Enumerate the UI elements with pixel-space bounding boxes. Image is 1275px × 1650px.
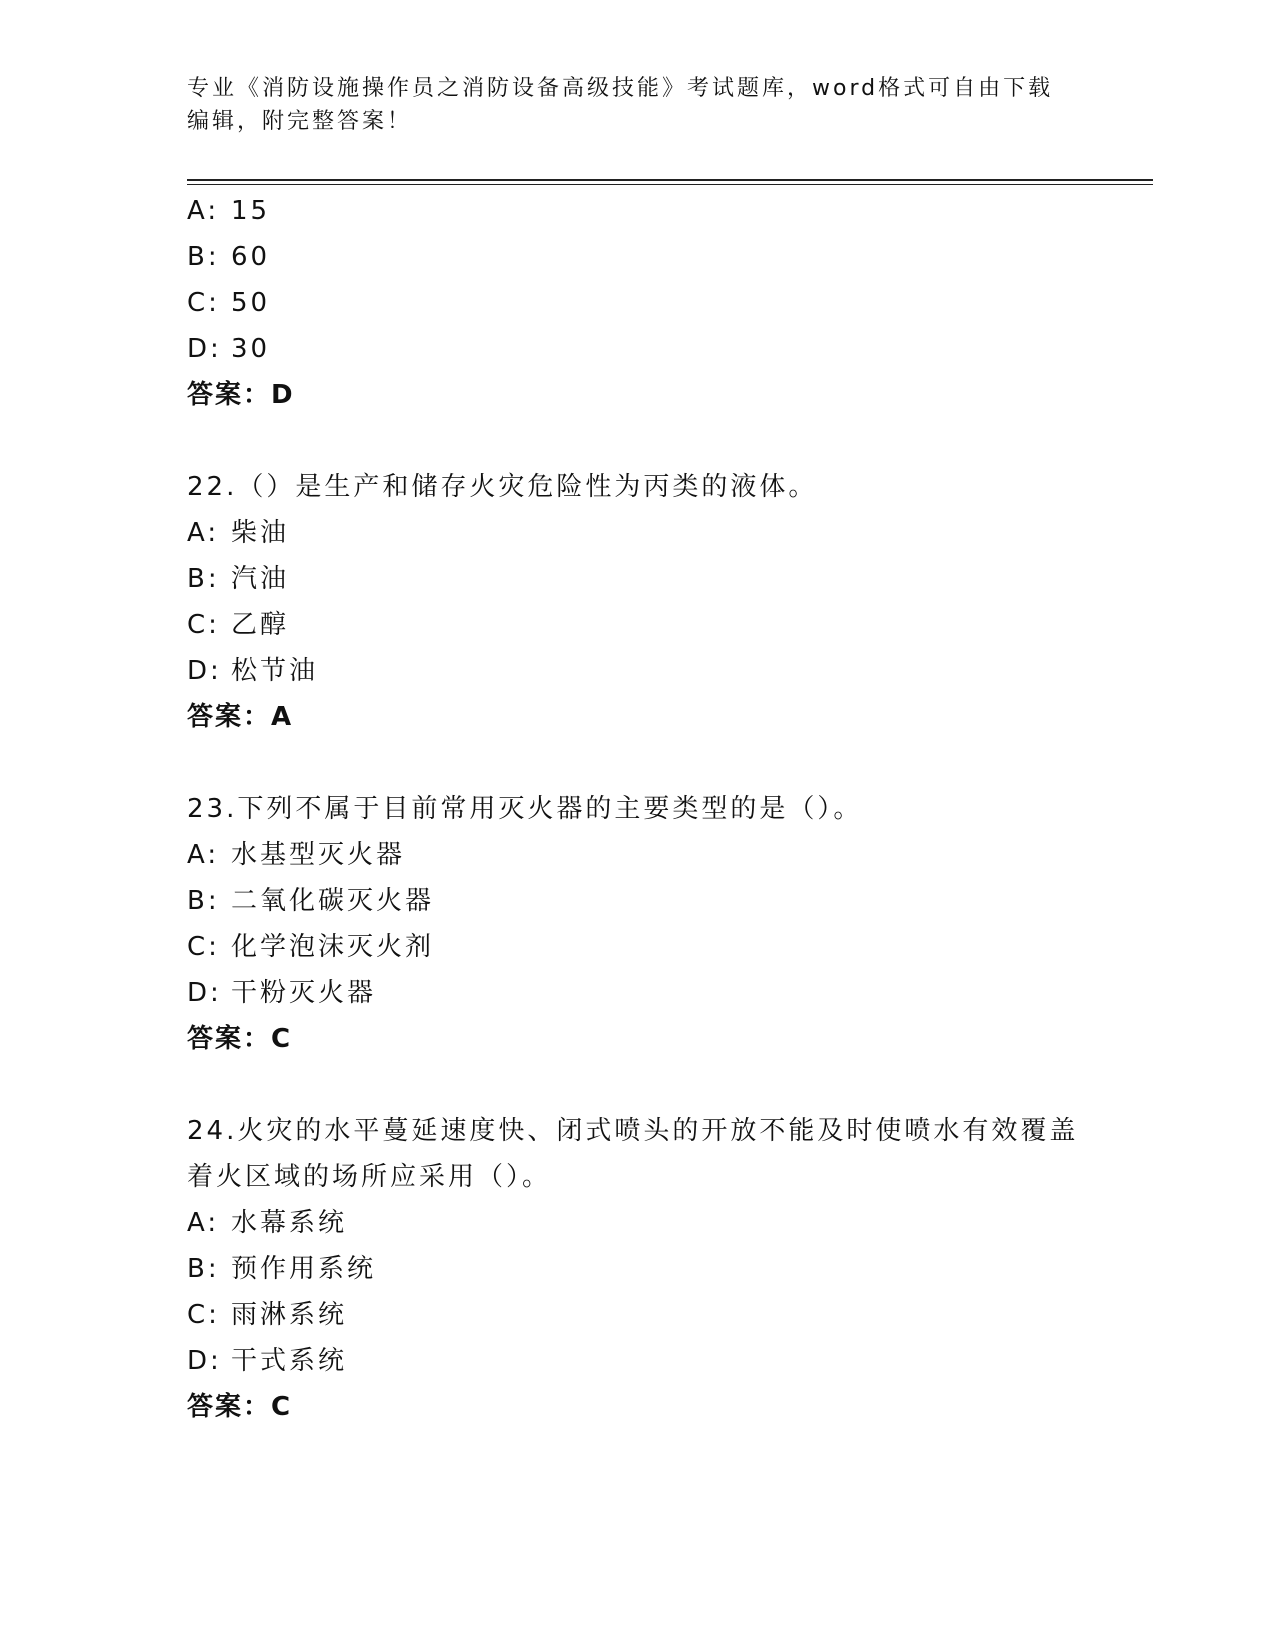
- document-body: [187, 188, 1087, 1430]
- answer-line: 答案：C: [187, 1024, 293, 1054]
- header-divider-thick: [187, 179, 1153, 181]
- question-text: 22.（）是生产和储存火灾危险性为丙类的液体。: [187, 472, 818, 502]
- question-block-22: [187, 464, 1087, 740]
- answer-line: 答案：D: [187, 380, 295, 410]
- option-a: A: 15: [187, 196, 271, 226]
- question-text: 24.火灾的水平蔓延速度快、闭式喷头的开放不能及时使喷水有效覆盖着火区域的场所应采用（）。: [187, 1116, 1079, 1192]
- question-block-23: [187, 786, 1087, 1062]
- option-b: B: 二氧化碳灭火器: [187, 886, 435, 916]
- option-b: B: 汽油: [187, 564, 290, 594]
- question-block-24: [187, 1108, 1087, 1430]
- option-a: A: 水基型灭火器: [187, 840, 406, 870]
- option-c: C: 化学泡沫灭火剂: [187, 932, 435, 962]
- question-text: 23.下列不属于目前常用灭火器的主要类型的是（）。: [187, 794, 863, 824]
- answer-line: 答案：C: [187, 1392, 293, 1422]
- option-a: A: 柴油: [187, 518, 290, 548]
- document-header: 专业《消防设施操作员之消防设备高级技能》考试题库，word格式可自由下载编辑，附完整答案！: [187, 76, 1054, 134]
- option-c: C: 50: [187, 288, 271, 318]
- option-c: C: 雨淋系统: [187, 1300, 348, 1330]
- answer-line: 答案：A: [187, 702, 294, 732]
- option-b: B: 预作用系统: [187, 1254, 377, 1284]
- option-c: C: 乙醇: [187, 610, 290, 640]
- header-divider-thin: [187, 184, 1153, 185]
- option-b: B: 60: [187, 242, 271, 272]
- option-d: D: 30: [187, 334, 271, 364]
- question-block-prev: [187, 188, 1087, 418]
- option-d: D: 松节油: [187, 656, 319, 686]
- option-d: D: 干式系统: [187, 1346, 348, 1376]
- option-a: A: 水幕系统: [187, 1208, 348, 1238]
- option-d: D: 干粉灭火器: [187, 978, 377, 1008]
